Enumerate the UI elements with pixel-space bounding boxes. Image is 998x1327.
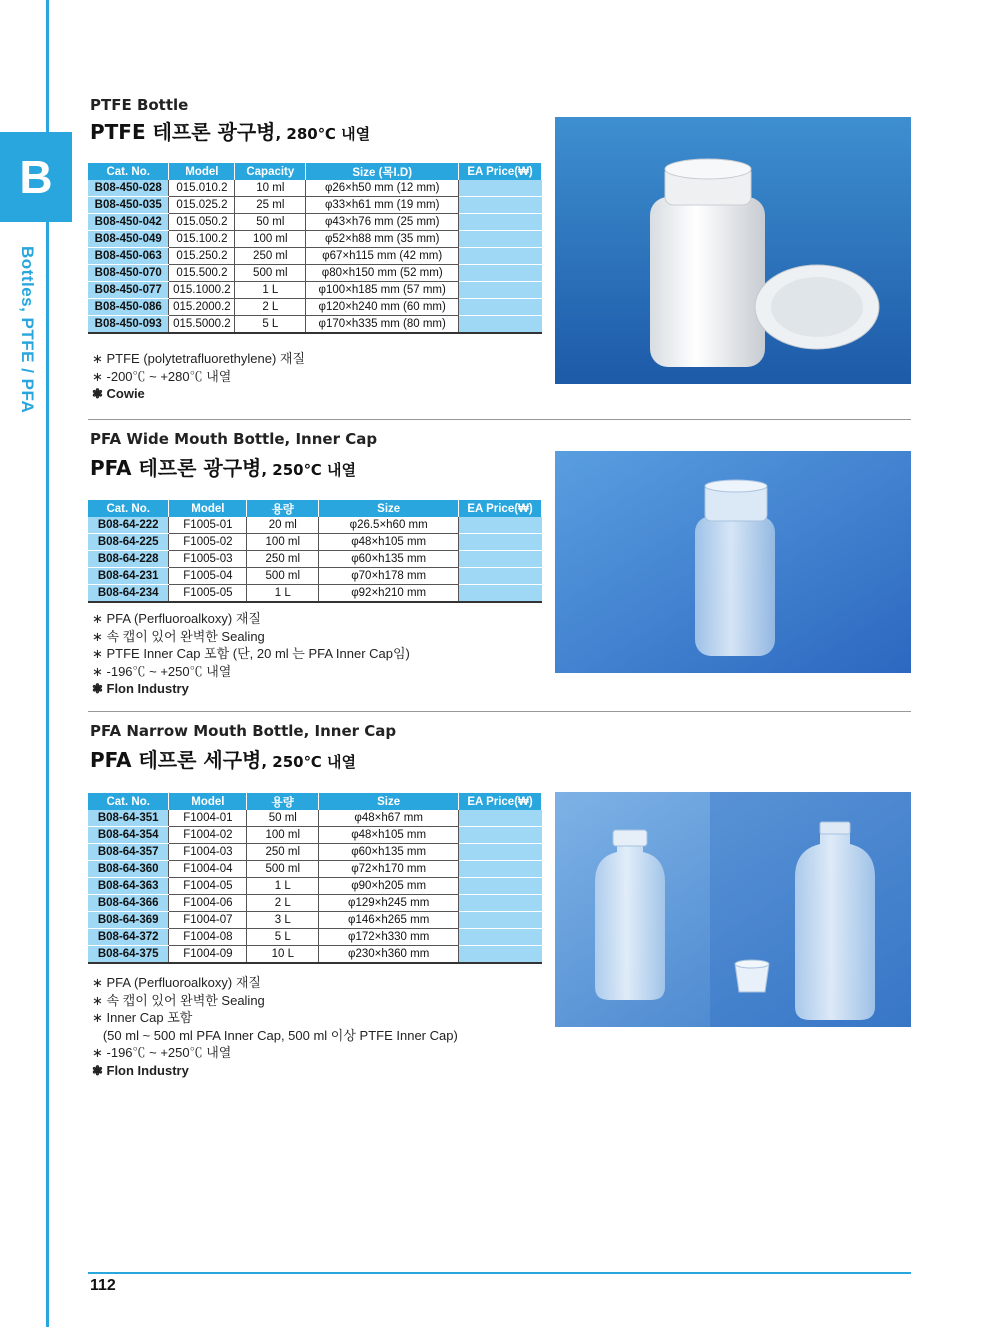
cat-no-cell: B08-64-372 — [88, 929, 169, 946]
table-row — [88, 810, 542, 827]
size-cell: φ70×h178 mm — [319, 568, 459, 585]
model-cell: 015.010.2 — [169, 180, 235, 197]
note-line: ∗ 속 캡이 있어 완벽한 Sealing — [92, 628, 265, 644]
model-cell: F1004-04 — [169, 861, 247, 878]
price-cell — [459, 929, 542, 946]
capacity-cell: 100 ml — [247, 827, 319, 844]
maker-line: ❃ Flon Industry — [92, 1062, 189, 1078]
cat-no-cell: B08-450-042 — [88, 214, 169, 231]
pfa-wide-mouth-bottle-photo — [555, 451, 911, 673]
capacity-cell: 250 ml — [247, 551, 319, 568]
maker-line: ❃ Cowie — [92, 386, 145, 401]
title-ko-main: PFA 테프론 세구병 — [90, 748, 262, 772]
model-cell: F1004-08 — [169, 929, 247, 946]
price-cell — [459, 517, 542, 534]
cat-no-cell: B08-450-086 — [88, 299, 169, 316]
note-line: ∗ PTFE Inner Cap 포함 (단, 20 ml 는 PFA Inner Cap임) — [92, 646, 410, 661]
col-cat-no: Cat. No. — [88, 500, 169, 517]
cat-no-cell: B08-450-063 — [88, 248, 169, 265]
price-cell — [459, 231, 542, 248]
note-line: (50 ml ~ 500 ml PFA Inner Cap, 500 ml 이상 PTFE Inner Cap) — [92, 1027, 458, 1043]
col-model: Model — [169, 793, 247, 810]
price-cell — [459, 912, 542, 929]
price-cell — [459, 534, 542, 551]
model-cell: F1004-09 — [169, 946, 247, 964]
note-line: ∗ -200℃ ~ +280℃ 내열 — [92, 368, 232, 384]
col-cat-no: Cat. No. — [88, 793, 169, 810]
model-cell: 015.2000.2 — [169, 299, 235, 316]
capacity-cell: 1 L — [235, 282, 306, 299]
table-row — [88, 534, 542, 551]
model-cell: 015.025.2 — [169, 197, 235, 214]
size-cell: φ80×h150 mm (52 mm) — [306, 265, 459, 282]
size-cell: φ33×h61 mm (19 mm) — [306, 197, 459, 214]
cat-no-cell: B08-64-360 — [88, 861, 169, 878]
section-title-en: PTFE Bottle — [90, 96, 189, 114]
cat-no-cell: B08-450-093 — [88, 316, 169, 334]
price-cell — [459, 316, 542, 334]
capacity-cell: 2 L — [235, 299, 306, 316]
price-cell — [459, 895, 542, 912]
model-cell: 015.250.2 — [169, 248, 235, 265]
note-line: ∗ PFA (Perfluoroalkoxy) 재질 — [92, 975, 261, 990]
note-line: ∗ Inner Cap 포함 — [92, 1010, 193, 1025]
price-cell — [459, 282, 542, 299]
model-cell: F1004-06 — [169, 895, 247, 912]
price-cell — [459, 214, 542, 231]
section-title-en: PFA Wide Mouth Bottle, Inner Cap — [90, 430, 378, 448]
size-cell: φ92×h210 mm — [319, 585, 459, 603]
table-row — [88, 231, 542, 248]
col-capacity: 용량 — [247, 500, 319, 517]
cat-no-cell: B08-64-357 — [88, 844, 169, 861]
table-row — [88, 929, 542, 946]
note-line: ∗ -196℃ ~ +250℃ 내열 — [92, 663, 232, 679]
section-tab — [0, 132, 72, 222]
section-pfa-narrow-mouth — [88, 722, 911, 1082]
table-row — [88, 878, 542, 895]
capacity-cell: 500 ml — [247, 568, 319, 585]
size-cell: φ60×h135 mm — [319, 844, 459, 861]
cat-no-cell: B08-450-077 — [88, 282, 169, 299]
size-cell: φ129×h245 mm — [319, 895, 459, 912]
section-divider — [88, 711, 911, 712]
cat-no-cell: B08-64-351 — [88, 810, 169, 827]
size-cell: φ67×h115 mm (42 mm) — [306, 248, 459, 265]
capacity-cell: 3 L — [247, 912, 319, 929]
table-row — [88, 265, 542, 282]
model-cell: F1005-02 — [169, 534, 247, 551]
capacity-cell: 10 L — [247, 946, 319, 964]
table-row — [88, 214, 542, 231]
size-cell: φ230×h360 mm — [319, 946, 459, 964]
capacity-cell: 500 ml — [247, 861, 319, 878]
table-row — [88, 316, 542, 334]
table-row — [88, 844, 542, 861]
table-row — [88, 282, 542, 299]
size-cell: φ43×h76 mm (25 mm) — [306, 214, 459, 231]
model-cell: F1004-07 — [169, 912, 247, 929]
col-capacity: 용량 — [247, 793, 319, 810]
title-ko-sub: , 250℃ 내열 — [261, 753, 356, 771]
capacity-cell: 20 ml — [247, 517, 319, 534]
product-photo — [555, 792, 911, 1027]
note-line: ∗ 속 캡이 있어 완벽한 Sealing — [92, 992, 265, 1008]
price-cell — [459, 810, 542, 827]
title-ko-main: PFA 테프론 광구병 — [90, 456, 262, 480]
col-size: Size — [319, 500, 459, 517]
pfa-narrow-mouth-bottle-photo — [555, 792, 911, 1027]
cat-no-cell: B08-64-234 — [88, 585, 169, 603]
page-number: 112 — [90, 1277, 116, 1294]
size-cell: φ170×h335 mm (80 mm) — [306, 316, 459, 334]
cat-no-cell: B08-64-366 — [88, 895, 169, 912]
table-row — [88, 861, 542, 878]
col-model: Model — [169, 163, 235, 180]
price-cell — [459, 265, 542, 282]
section-title-ko — [90, 116, 370, 145]
col-cat-no: Cat. No. — [88, 163, 169, 180]
cat-no-cell: B08-64-231 — [88, 568, 169, 585]
table-header-row — [88, 163, 542, 180]
col-price: EA Price(₩) — [459, 500, 542, 517]
model-cell: 015.500.2 — [169, 265, 235, 282]
size-cell: φ48×h105 mm — [319, 827, 459, 844]
capacity-cell: 250 ml — [235, 248, 306, 265]
product-photo — [555, 117, 911, 384]
price-cell — [459, 878, 542, 895]
model-cell: 015.5000.2 — [169, 316, 235, 334]
note-line: ∗ -196℃ ~ +250℃ 내열 — [92, 1045, 232, 1060]
title-ko-sub: , 250℃ 내열 — [261, 461, 356, 479]
section-title-en: PFA Narrow Mouth Bottle, Inner Cap — [90, 722, 397, 740]
model-cell: 015.1000.2 — [169, 282, 235, 299]
table-row — [88, 299, 542, 316]
capacity-cell: 250 ml — [247, 844, 319, 861]
cat-no-cell: B08-64-228 — [88, 551, 169, 568]
col-price: EA Price(₩) — [459, 163, 542, 180]
model-cell: F1004-03 — [169, 844, 247, 861]
size-cell: φ48×h105 mm — [319, 534, 459, 551]
side-category-label: Bottles, PTFE / PFA — [18, 246, 37, 414]
capacity-cell: 25 ml — [235, 197, 306, 214]
price-cell — [459, 844, 542, 861]
product-table — [88, 163, 542, 334]
price-cell — [459, 585, 542, 603]
size-cell: φ90×h205 mm — [319, 878, 459, 895]
section-title-ko — [90, 744, 356, 773]
price-cell — [459, 861, 542, 878]
maker-line: ❃ Flon Industry — [92, 681, 189, 696]
model-cell: F1005-03 — [169, 551, 247, 568]
cat-no-cell: B08-64-222 — [88, 517, 169, 534]
table-row — [88, 197, 542, 214]
cat-no-cell: B08-64-363 — [88, 878, 169, 895]
product-table — [88, 793, 542, 964]
model-cell: 015.050.2 — [169, 214, 235, 231]
note-line: ∗ PFA (Perfluoroalkoxy) 재질 — [92, 611, 261, 626]
title-ko-sub: , 280℃ 내열 — [275, 125, 371, 143]
table-row — [88, 180, 542, 197]
model-cell: F1004-05 — [169, 878, 247, 895]
size-cell: φ26×h50 mm (12 mm) — [306, 180, 459, 197]
section-divider — [88, 419, 911, 420]
size-cell: φ100×h185 mm (57 mm) — [306, 282, 459, 299]
table-row — [88, 946, 542, 964]
table-row — [88, 248, 542, 265]
capacity-cell: 100 ml — [247, 534, 319, 551]
table-row — [88, 585, 542, 603]
model-cell: F1005-05 — [169, 585, 247, 603]
size-cell: φ146×h265 mm — [319, 912, 459, 929]
table-header-row — [88, 500, 542, 517]
capacity-cell: 1 L — [247, 585, 319, 603]
cat-no-cell: B08-64-225 — [88, 534, 169, 551]
col-size: Size (목I.D) — [306, 163, 459, 180]
cat-no-cell: B08-64-354 — [88, 827, 169, 844]
cat-no-cell: B08-450-028 — [88, 180, 169, 197]
capacity-cell: 100 ml — [235, 231, 306, 248]
product-notes — [92, 974, 458, 1079]
section-tab-letter: B — [19, 151, 53, 203]
price-cell — [459, 827, 542, 844]
size-cell: φ26.5×h60 mm — [319, 517, 459, 534]
product-photo — [555, 451, 911, 673]
model-cell: 015.100.2 — [169, 231, 235, 248]
model-cell: F1005-04 — [169, 568, 247, 585]
table-header-row — [88, 793, 542, 810]
price-cell — [459, 568, 542, 585]
size-cell: φ72×h170 mm — [319, 861, 459, 878]
product-notes — [92, 350, 305, 403]
model-cell: F1004-02 — [169, 827, 247, 844]
cat-no-cell: B08-450-049 — [88, 231, 169, 248]
size-cell: φ120×h240 mm (60 mm) — [306, 299, 459, 316]
cat-no-cell: B08-450-035 — [88, 197, 169, 214]
size-cell: φ60×h135 mm — [319, 551, 459, 568]
price-cell — [459, 180, 542, 197]
capacity-cell: 1 L — [247, 878, 319, 895]
table-row — [88, 827, 542, 844]
price-cell — [459, 299, 542, 316]
section-title-ko — [90, 452, 356, 481]
product-notes — [92, 610, 410, 698]
price-cell — [459, 197, 542, 214]
table-row — [88, 551, 542, 568]
model-cell: F1005-01 — [169, 517, 247, 534]
table-row — [88, 912, 542, 929]
capacity-cell: 2 L — [247, 895, 319, 912]
table-row — [88, 895, 542, 912]
cat-no-cell: B08-64-369 — [88, 912, 169, 929]
footer-line — [88, 1272, 911, 1274]
capacity-cell: 50 ml — [247, 810, 319, 827]
model-cell: F1004-01 — [169, 810, 247, 827]
col-model: Model — [169, 500, 247, 517]
section-pfa-wide-mouth — [88, 430, 911, 702]
capacity-cell: 50 ml — [235, 214, 306, 231]
price-cell — [459, 248, 542, 265]
col-size: Size — [319, 793, 459, 810]
size-cell: φ52×h88 mm (35 mm) — [306, 231, 459, 248]
capacity-cell: 500 ml — [235, 265, 306, 282]
cat-no-cell: B08-64-375 — [88, 946, 169, 964]
price-cell — [459, 946, 542, 964]
capacity-cell: 5 L — [235, 316, 306, 334]
title-ko-main: PTFE 테프론 광구병 — [90, 120, 276, 144]
col-price: EA Price(₩) — [459, 793, 542, 810]
table-row — [88, 568, 542, 585]
price-cell — [459, 551, 542, 568]
capacity-cell: 5 L — [247, 929, 319, 946]
size-cell: φ172×h330 mm — [319, 929, 459, 946]
product-table — [88, 500, 542, 603]
capacity-cell: 10 ml — [235, 180, 306, 197]
cat-no-cell: B08-450-070 — [88, 265, 169, 282]
ptfe-bottle-photo — [555, 117, 911, 384]
note-line: ∗ PTFE (polytetrafluorethylene) 재질 — [92, 351, 306, 366]
section-ptfe-bottle — [88, 96, 911, 401]
table-row — [88, 517, 542, 534]
size-cell: φ48×h67 mm — [319, 810, 459, 827]
col-capacity: Capacity — [235, 163, 306, 180]
